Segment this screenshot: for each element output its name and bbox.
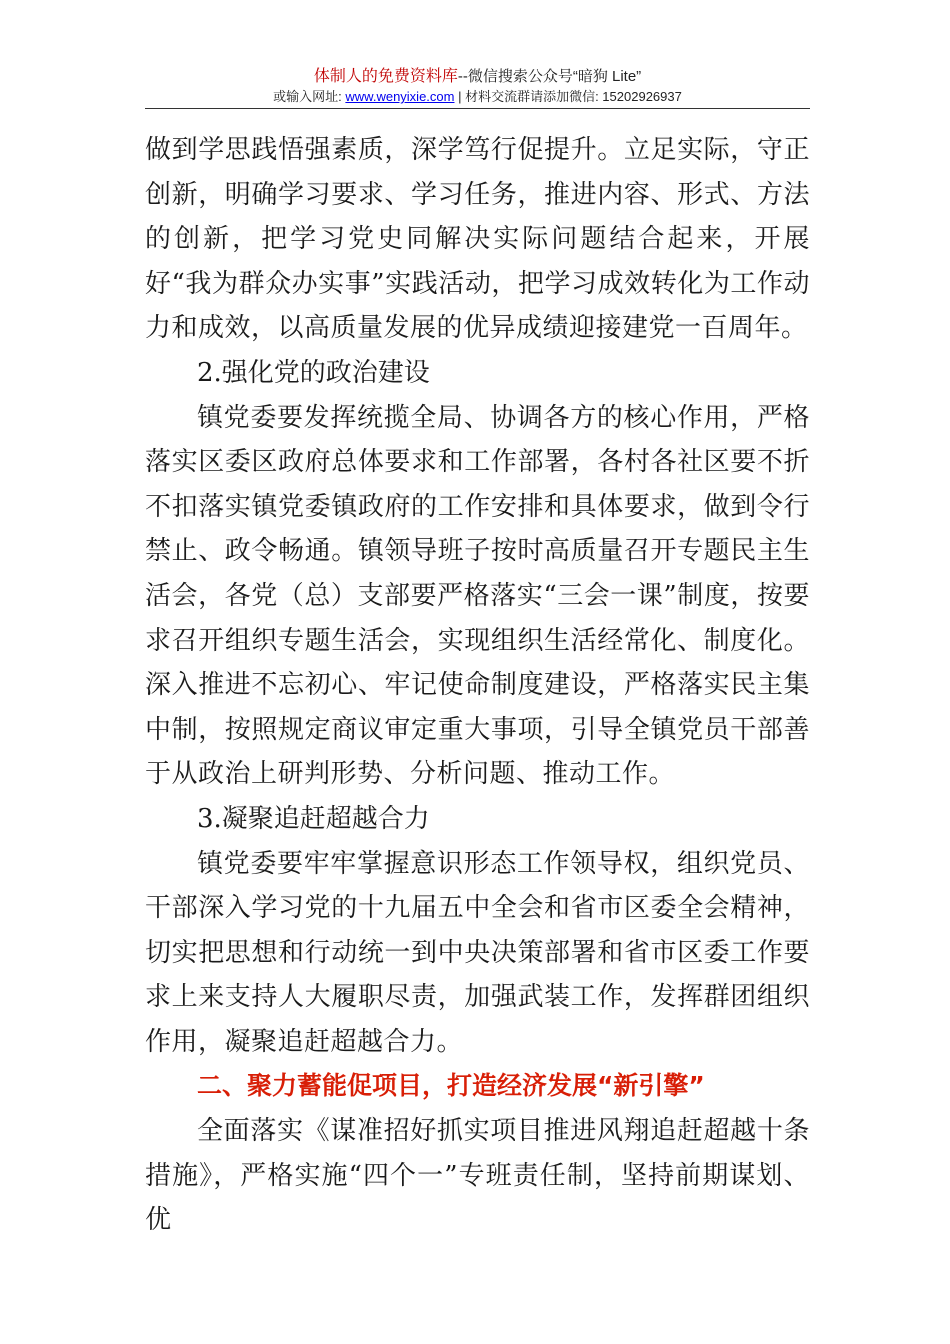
header-brand: 体制人的免费资料库 [313,68,458,85]
paragraph-3: 镇党委要牢牢掌握意识形态工作领导权，组织党员、干部深入学习党的十九届五中全会和省市区委全会精神，切实把思想和行动统一到中央决策部署和省市区委工作要求上来支持人大履职尽责，加强武装工作，发挥群团组织作用，凝聚追赶超越合力。 [145,848,810,1057]
document-body [145,128,810,1243]
header-title-line [145,66,810,88]
paragraph-1: 做到学思践悟强素质，深学笃行促提升。立足实际，守正创新，明确学习要求、学习任务，推进内容、形式、方法的创新，把学习党史同解决实际问题结合起来，开展好“我为群众办实事”实践活动，把学习成效转化为工作动力和成效，以高质量发展的优异成绩迎接建党一百周年。 [145,135,810,344]
subheading-2: 2.强化党的政治建设 [197,357,430,388]
header-suffix: --微信搜索公众号“暗狗 Lite” [457,68,642,85]
page-header [145,66,810,106]
paragraph-4: 全面落实《谋准招好抓实项目推进风翔追赶超越十条措施》，严格实施“四个一”专班责任制，坚持前期谋划、优 [145,1116,810,1236]
subheading-3: 3.凝聚追赶超越合力 [197,803,430,834]
header-divider [145,108,810,109]
paragraph-2: 镇党委要发挥统揽全局、协调各方的核心作用，严格落实区委区政府总体要求和工作部署，各村各社区要不折不扣落实镇党委镇政府的工作安排和具体要求，做到令行禁止、政令畅通。镇领导班子按时高质量召开专题民主生活会，各党（总）支部要严格落实“三会一课”制度，按要求召开组织专题生活会，实现组织生活经常化、制度化。深入推进不忘初心、牢记使命制度建设，严格落实民主集中制，按照规定商议审定重大事项，引导全镇党员干部善于从政治上研判形势、分析问题、推动工作。 [145,402,810,790]
section-heading-2: 二、聚力蓄能促项目，打造经济发展“新引擎” [197,1071,705,1101]
header-contact-suffix: | 材料交流群请添加微信: 15202926937 [454,89,682,104]
header-contact-line [145,88,810,106]
header-url-link[interactable]: www.wenyixie.com [345,89,455,104]
header-url-prefix: 或输入网址: [273,89,346,104]
